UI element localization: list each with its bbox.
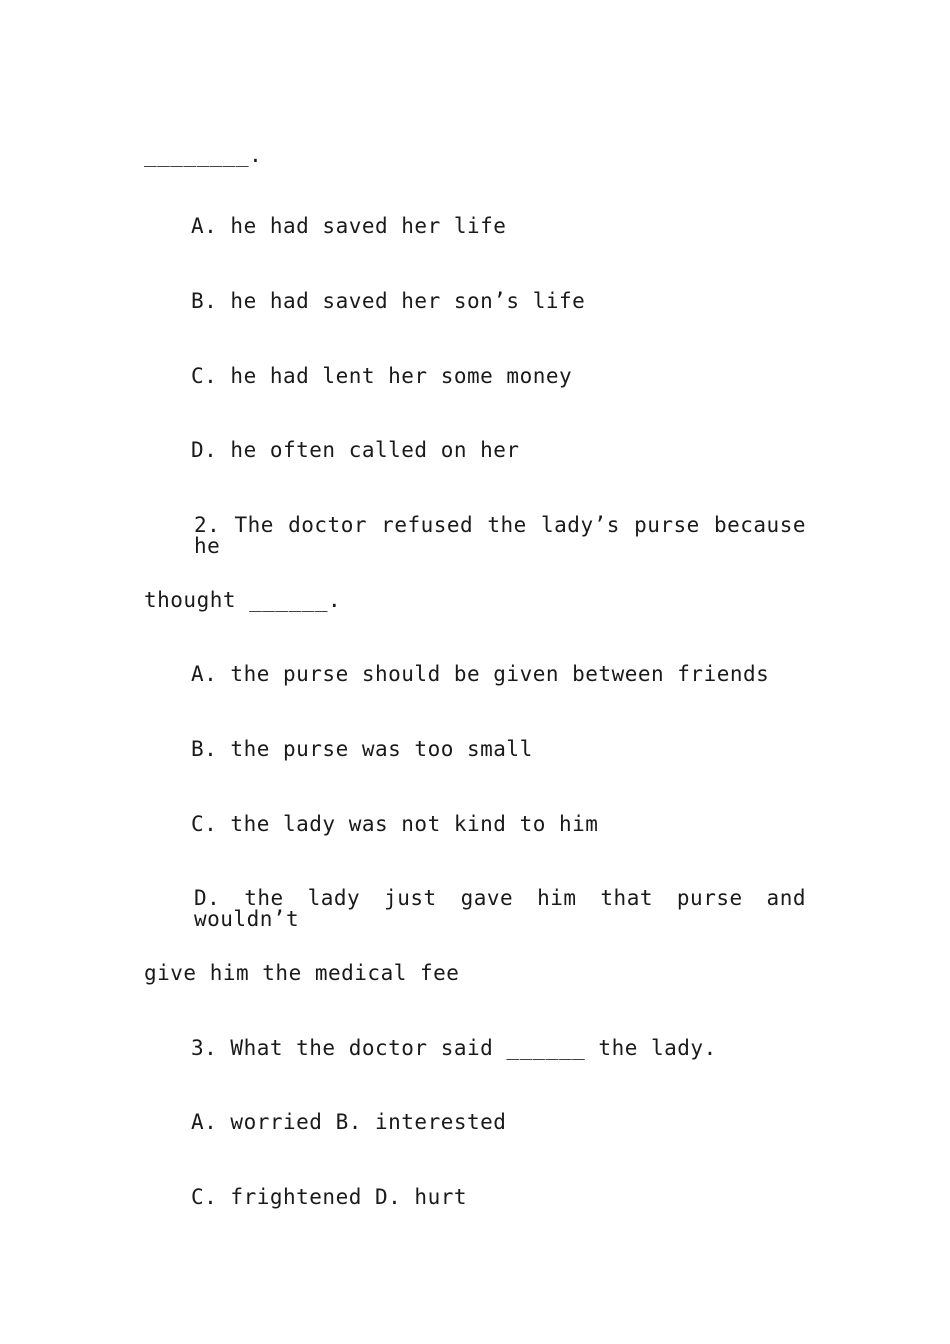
q2-option-d-continued: give him the medical fee <box>144 961 460 985</box>
q1-option-c: C. he had lent her some money <box>191 364 573 388</box>
question-3-stem: 3. What the doctor said ______ the lady. <box>191 1036 717 1060</box>
q2-option-c: C. the lady was not kind to him <box>191 812 599 836</box>
q2-option-d: D. the lady just gave him that purse and wouldn’t <box>194 886 806 931</box>
q2-option-b: B. the purse was too small <box>191 737 533 761</box>
question-2-stem: 2. The doctor refused the lady’s purse because he <box>194 513 806 558</box>
q2-option-a: A. the purse should be given between friends <box>191 662 770 686</box>
q1-option-d: D. he often called on her <box>191 438 520 462</box>
q3-options-c-d: C. frightened D. hurt <box>191 1185 468 1209</box>
question-2-stem-continued: thought ______. <box>144 588 342 612</box>
blank-continuation: ________. <box>144 143 263 167</box>
q1-option-b: B. he had saved her son’s life <box>191 289 586 313</box>
q1-option-a: A. he had saved her life <box>191 214 507 238</box>
q3-options-a-b: A. worried B. interested <box>191 1110 507 1134</box>
